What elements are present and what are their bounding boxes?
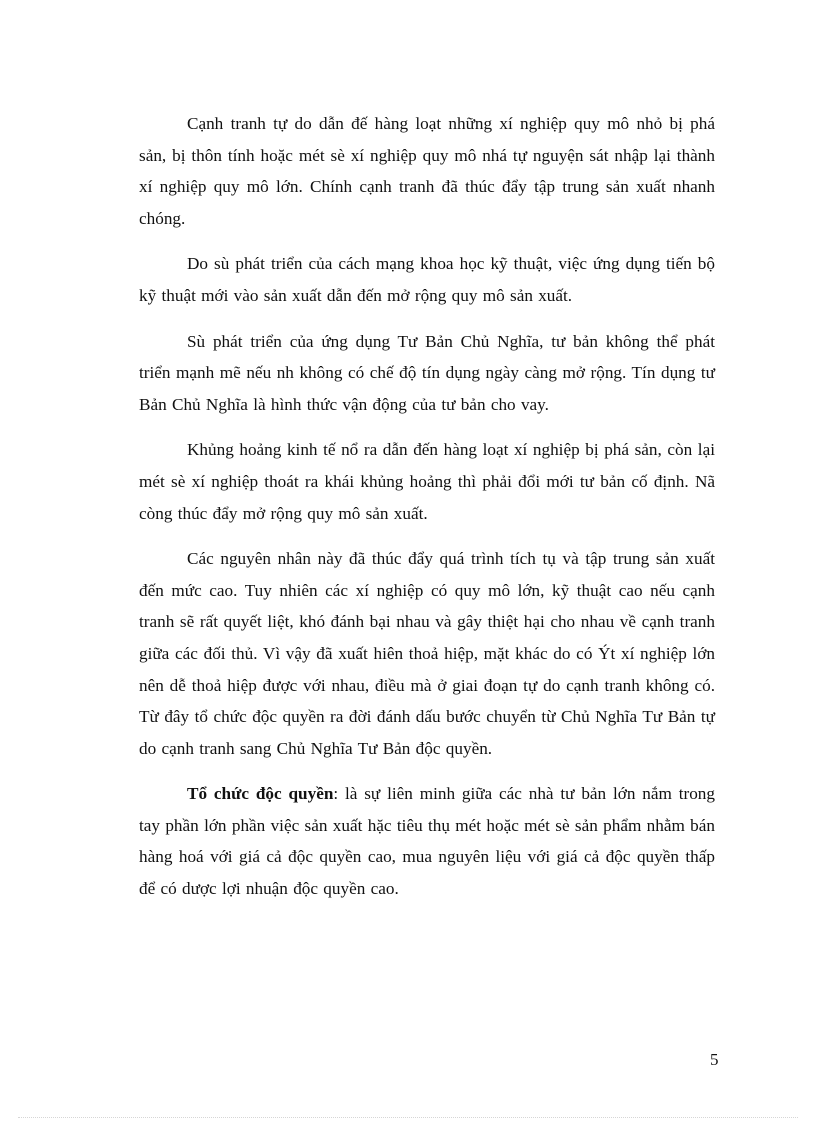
paragraph-2: Do sù phát triển của cách mạng khoa học kỹ thuật, việc ứng dụng tiến bộ kỹ thuật mới vào sản xuất dẫn đến mở rộng quy mô sản xuất. [139, 254, 715, 305]
paragraph-1: Cạnh tranh tự do dẫn đế hàng loạt những xí nghiệp quy mô nhỏ bị phá sản, bị thôn tính hoặc mét sè xí nghiệp quy mô nhá tự nguyện sát nhập lại thành xí nghiệp quy mô lớn. Chính cạnh tranh đã thúc đẩy tập trung sản xuất nhanh chóng. [139, 114, 715, 228]
definition-term: Tổ chức độc quyền [187, 784, 334, 804]
definition-paragraph [139, 778, 715, 904]
page-bottom-rule [18, 1117, 798, 1118]
paragraph-5: Các nguyên nhân này đã thúc đẩy quá trình tích tụ và tập trung sản xuất đến mức cao. Tuy nhiên các xí nghiệp có quy mô lớn, kỹ thuật cao nếu cạnh tranh sẽ rất quyết liệt, khó đánh bại nhau và gây thiệt hại cho nhau về cạnh tranh giữa các đối thủ. Vì vậy đã xuất hiên thoả hiệp, mặt khác do có Ýt xí nghiệp lớn nên dễ thoả hiệp được với nhau, điều mà ở giai đoạn tự do cạnh tranh không có. Từ đây tổ chức độc quyền ra đời đánh dấu bước chuyển từ Chủ Nghĩa Tư Bản tự do cạnh tranh sang Chủ Nghĩa Tư Bản độc quyền. [139, 549, 715, 758]
paragraph-4: Khủng hoảng kinh tế nổ ra dẫn đến hàng loạt xí nghiệp bị phá sản, còn lại mét sè xí nghiệp thoát ra khái khủng hoảng thì phải đổi mới tư bản cố định. Nã còng thúc đẩy mở rộng quy mô sản xuất. [139, 440, 715, 523]
page-number: 5 [710, 1050, 719, 1069]
paragraph-3: Sù phát triển của ứng dụng Tư Bản Chủ Nghĩa, tư bản không thể phát triển mạnh mẽ nếu nh không có chế độ tín dụng ngày càng mở rộng. Tín dụng tư Bản Chủ Nghĩa là hình thức vận động của tư bản cho vay. [139, 331, 715, 414]
definition-text: : là sự liên minh giữa các nhà tư bản lớn nắm trong tay phần lớn phần việc sản xuất hặc tiêu thụ mét hoặc mét sè sản phẩm nhằm bán hàng hoá với giá cả độc quyền cao, mua nguyên liệu với giá cả độc quyền thấp để có dược lợi nhuận độc quyền cao. [139, 784, 715, 899]
document-body [139, 108, 715, 905]
